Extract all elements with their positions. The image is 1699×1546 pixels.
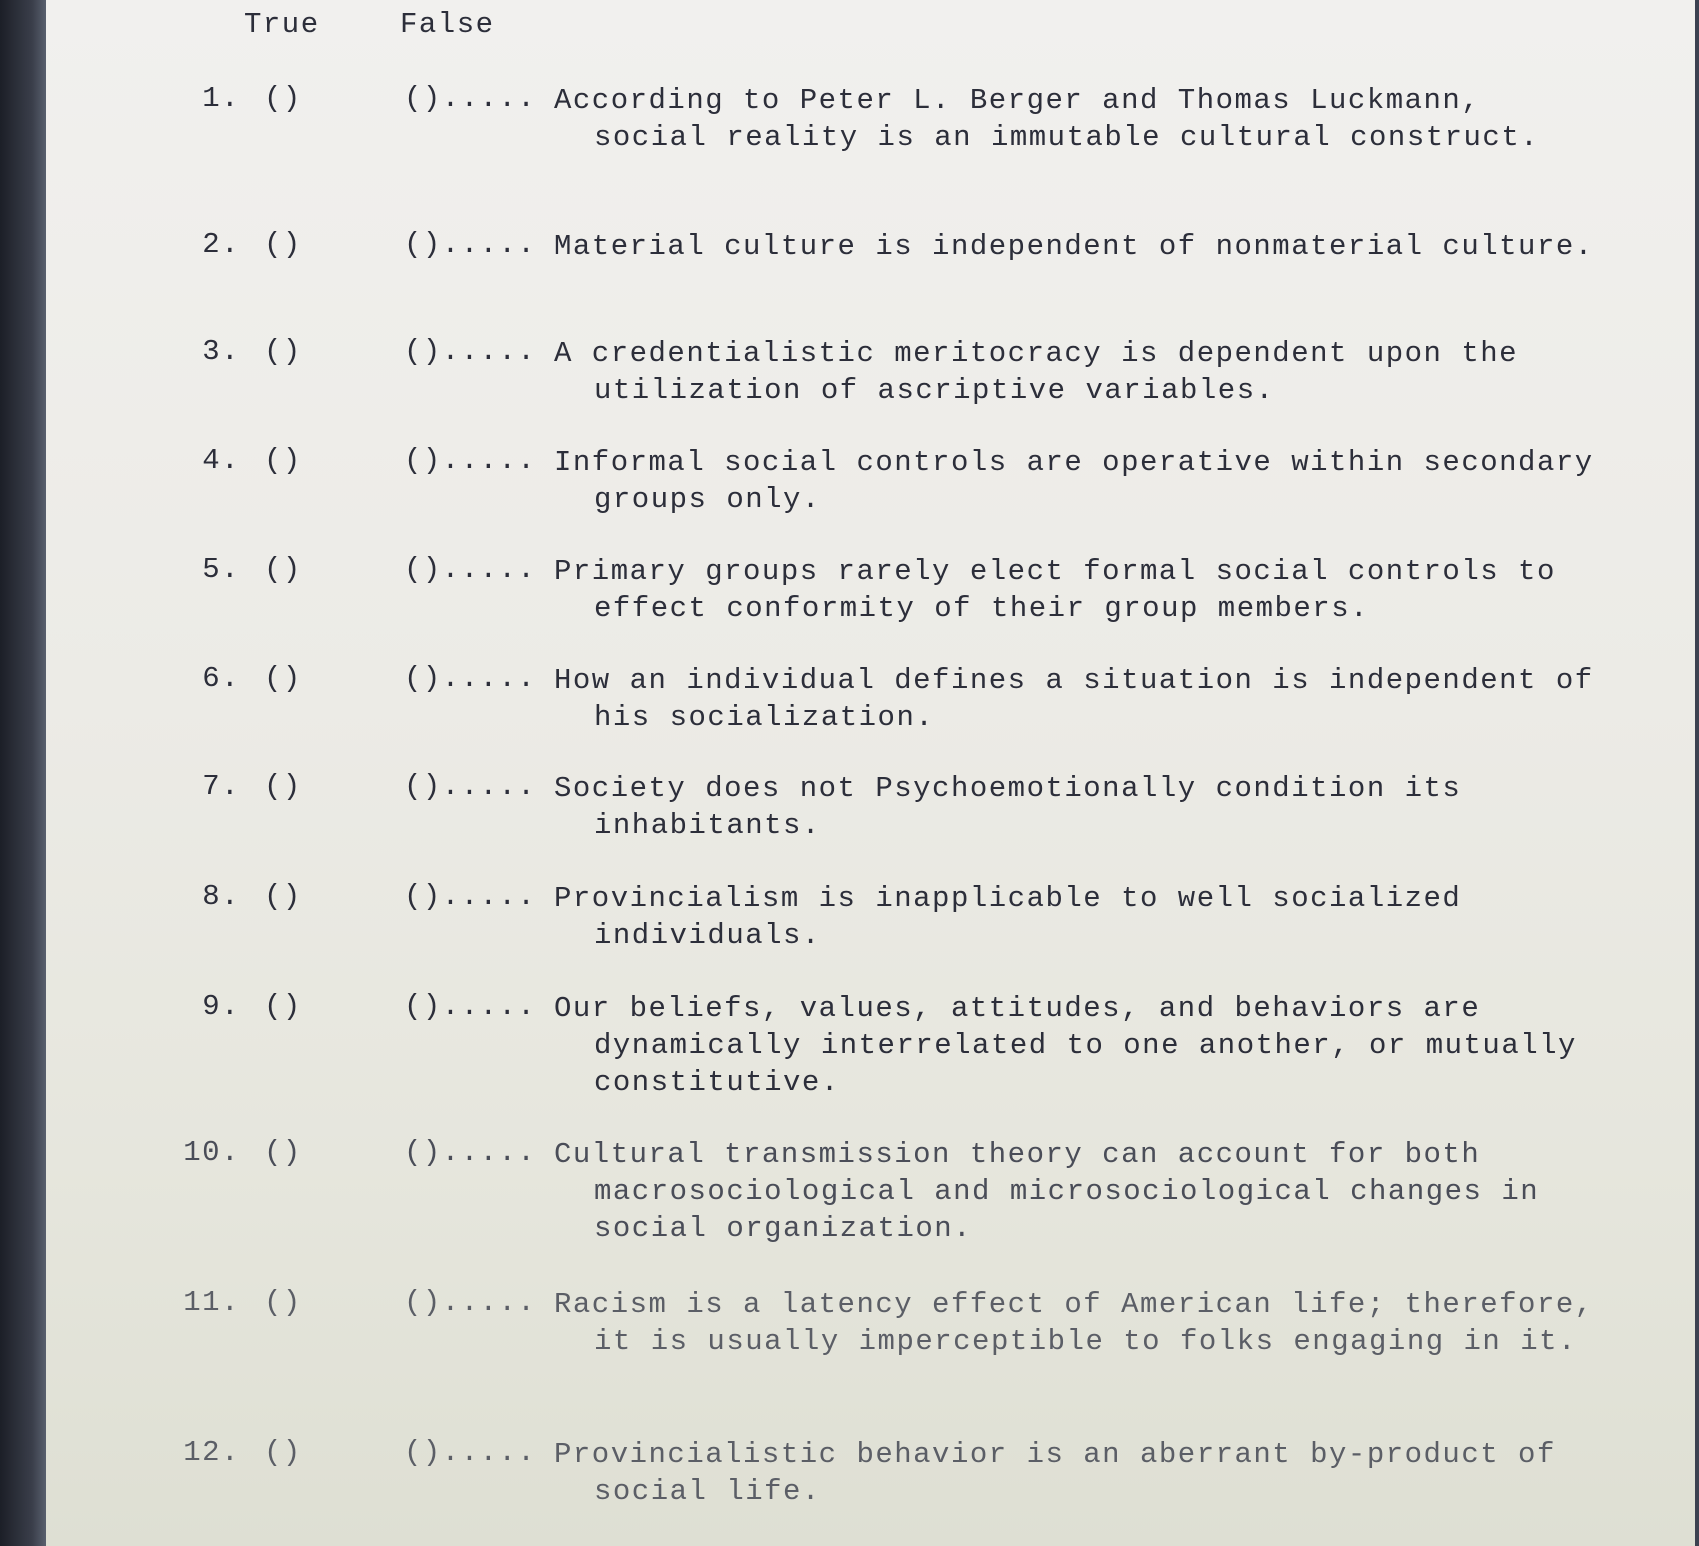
false-answer-mark[interactable]: ().....	[404, 1286, 537, 1319]
question-text: Racism is a latency effect of American life; therefore, it is usually imperceptible to folks engaging in it.	[554, 1288, 1594, 1358]
false-answer-mark[interactable]: ().....	[404, 228, 537, 261]
false-answer-mark[interactable]: ().....	[404, 662, 537, 695]
true-answer-mark[interactable]: ()	[264, 228, 302, 261]
true-answer-mark[interactable]: ()	[264, 1436, 302, 1469]
true-answer-mark[interactable]: ()	[264, 662, 302, 695]
question-number: 9.	[202, 990, 240, 1023]
false-answer-mark[interactable]: ().....	[404, 880, 537, 913]
false-answer-mark[interactable]: ().....	[404, 1436, 537, 1469]
true-column-header: True	[244, 8, 320, 41]
question-number: 4.	[202, 444, 240, 477]
false-answer-mark[interactable]: ().....	[404, 1136, 537, 1169]
false-answer-mark[interactable]: ().....	[404, 770, 537, 803]
question-text: Society does not Psychoemotionally condition its inhabitants.	[554, 772, 1462, 842]
question-number: 5.	[202, 553, 240, 586]
true-answer-mark[interactable]: ()	[264, 770, 302, 803]
question-number: 1.	[202, 82, 240, 115]
question-number: 10.	[183, 1136, 240, 1169]
false-answer-mark[interactable]: ().....	[404, 553, 537, 586]
true-answer-mark[interactable]: ()	[264, 335, 302, 368]
monitor-bezel-right	[1695, 0, 1699, 1546]
false-answer-mark[interactable]: ().....	[404, 444, 537, 477]
question-text: Our beliefs, values, attitudes, and behaviors are dynamically interrelated to one another, or mutually constitutive.	[554, 992, 1577, 1099]
true-answer-mark[interactable]: ()	[264, 880, 302, 913]
question-number: 11.	[183, 1286, 240, 1319]
question-number: 7.	[202, 770, 240, 803]
question-text: Informal social controls are operative within secondary groups only.	[554, 446, 1594, 516]
true-answer-mark[interactable]: ()	[264, 1286, 302, 1319]
question-number: 2.	[202, 228, 240, 261]
document-screen	[46, 0, 1695, 1546]
false-answer-mark[interactable]: ().....	[404, 335, 537, 368]
question-text: Provincialistic behavior is an aberrant by-product of social life.	[554, 1438, 1556, 1508]
false-column-header: False	[400, 8, 495, 41]
question-text: Material culture is independent of nonmaterial culture.	[554, 230, 1594, 263]
question-number: 12.	[183, 1436, 240, 1469]
true-answer-mark[interactable]: ()	[264, 1136, 302, 1169]
question-number: 6.	[202, 662, 240, 695]
question-text: How an individual defines a situation is independent of his socialization.	[554, 664, 1594, 734]
true-answer-mark[interactable]: ()	[264, 444, 302, 477]
question-number: 8.	[202, 880, 240, 913]
question-text: Primary groups rarely elect formal social controls to effect conformity of their group members.	[554, 555, 1556, 625]
false-answer-mark[interactable]: ().....	[404, 990, 537, 1023]
true-answer-mark[interactable]: ()	[264, 553, 302, 586]
question-text: According to Peter L. Berger and Thomas Luckmann, social reality is an immutable cultural construct.	[554, 84, 1540, 154]
question-number: 3.	[202, 335, 240, 368]
true-answer-mark[interactable]: ()	[264, 990, 302, 1023]
monitor-bezel-left	[0, 0, 46, 1546]
true-answer-mark[interactable]: ()	[264, 82, 302, 115]
question-text: Provincialism is inapplicable to well socialized individuals.	[554, 882, 1462, 952]
false-answer-mark[interactable]: ().....	[404, 82, 537, 115]
question-text: A credentialistic meritocracy is dependent upon the utilization of ascriptive variables.	[554, 337, 1519, 407]
question-text: Cultural transmission theory can account for both macrosociological and microsociological changes in social organization.	[554, 1138, 1540, 1245]
